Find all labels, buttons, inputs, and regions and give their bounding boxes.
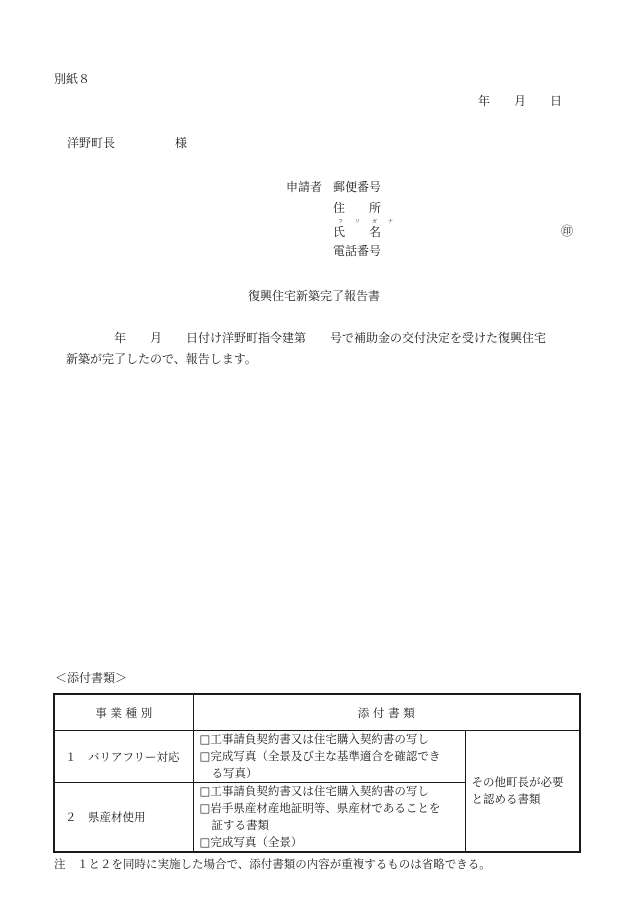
other-docs-line: その他町長が必要 — [471, 775, 564, 789]
header-type: 事 業 種 別 — [54, 694, 193, 731]
postal-code-label: 郵便番号 — [333, 180, 382, 194]
row-type: ２ 県産材使用 — [54, 783, 193, 853]
furigana-3: ガ — [372, 219, 378, 225]
body-line-2: 新築が完了したので、報告します。 — [66, 352, 257, 366]
row-type: １ バリアフリー対応 — [54, 731, 193, 783]
header-docs: 添 付 書 類 — [193, 694, 580, 731]
furigana-1: フ — [338, 219, 344, 225]
footnote: 注 １と２を同時に実施した場合で、添付書類の内容が重複するものは省略できる。 — [54, 857, 491, 871]
seal-mark: ㊞ — [561, 224, 574, 238]
row-docs — [193, 731, 465, 783]
other-docs-line: と認める書類 — [471, 792, 541, 806]
attachments-table — [53, 693, 581, 853]
table-header-row — [54, 694, 580, 731]
document-title: 復興住宅新築完了報告書 — [248, 289, 381, 303]
doc-line: □工事請負契約書又は住宅購入契約書の写し — [199, 784, 429, 798]
table-row — [54, 731, 580, 783]
row-docs — [193, 783, 465, 853]
form-number: 別紙８ — [54, 72, 91, 86]
applicant-label: 申請者 — [286, 180, 323, 194]
other-docs-cell — [465, 731, 580, 853]
doc-line: る写真） — [211, 766, 258, 780]
doc-line: □完成写真（全景及び主な基準適合を確認でき — [199, 749, 441, 763]
attachments-heading: ＜添付書類＞ — [55, 671, 128, 685]
doc-line: □岩手県産材産地証明等、県産材であることを — [199, 801, 441, 815]
doc-line: □完成写真（全景） — [199, 835, 303, 849]
address-label: 住 所 — [333, 201, 382, 215]
doc-line: □工事請負契約書又は住宅購入契約書の写し — [199, 732, 429, 746]
furigana-2: リ — [355, 219, 361, 225]
addressee: 洋野町長 様 — [67, 136, 188, 150]
name-label: 氏 名 — [333, 225, 382, 239]
date-line: 年 月 日 — [478, 94, 563, 108]
body-line-1: 年 月 日付け洋野町指令建第 号で補助金の交付決定を受けた復興住宅 — [66, 331, 547, 345]
phone-label: 電話番号 — [333, 244, 382, 258]
doc-line: 証する書類 — [211, 818, 269, 832]
furigana-4: ナ — [388, 219, 394, 225]
